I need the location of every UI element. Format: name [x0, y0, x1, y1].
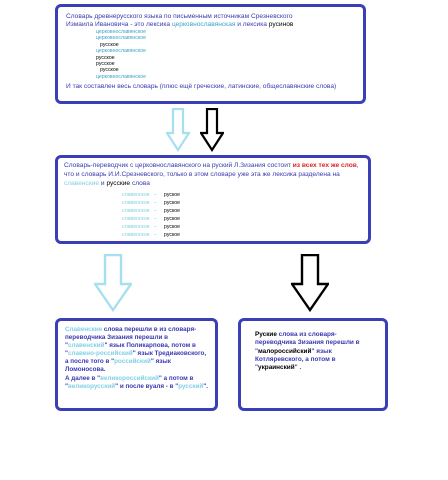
box4-s2: слова из словаря-переводчика Зизания перешли в ": [255, 331, 360, 355]
list-item: церковнославянское: [96, 73, 146, 80]
box4-ruskie: Руские: [255, 331, 277, 338]
box4-ukr: украинский: [258, 364, 295, 372]
box2-highlight: из всех тех же слов: [292, 162, 357, 169]
pair-rus: руское: [164, 216, 181, 223]
box3-s8: " и после вуаля - в ": [115, 382, 179, 390]
list-item: [122, 224, 362, 232]
box2-and: и: [99, 179, 107, 187]
pair-rus: руское: [164, 231, 181, 238]
list-item: церковнославянское: [96, 29, 146, 35]
box3-q1: ": [65, 342, 68, 350]
arrow-down-dark-icon: [291, 254, 329, 312]
box3-rus: русский: [178, 382, 204, 390]
arrow-down-light-icon: [94, 254, 132, 312]
box3-s4: " язык Тредиаковского, а после того в ": [65, 350, 207, 366]
box1-line2-a: Измаила Ивановича - это лексика: [66, 21, 172, 28]
box1-line2-c: и лексика: [235, 21, 269, 28]
box4-text: [255, 331, 371, 372]
pair-rus: руское: [164, 208, 181, 215]
pair-dash: –: [154, 200, 157, 207]
box1-bottom: И так составлен весь словарь (плюс ещё греческие, латинские, общеславянские слова): [66, 83, 337, 91]
arrow-down-dark-icon: [200, 108, 224, 152]
srezn-dictionary-box: [55, 4, 366, 104]
pair-rus: руское: [164, 224, 181, 231]
box1-word-list: [96, 29, 355, 80]
box1-line2-rus: русинов: [268, 21, 294, 28]
box3-slrus: славено-российский: [68, 350, 133, 358]
box3-slav: славенский: [68, 342, 105, 350]
box3-ros: российский: [114, 358, 151, 366]
pair-slav: славенское: [122, 192, 150, 199]
list-item: русское: [96, 61, 115, 68]
list-item: [122, 200, 362, 208]
box4-s4: " .: [294, 364, 302, 372]
box3-velrus: великорусский: [68, 382, 116, 390]
pair-dash: –: [154, 216, 157, 223]
pair-dash: –: [154, 224, 157, 231]
list-item: русское: [96, 54, 115, 61]
box2-rus: русские: [106, 179, 131, 187]
box2-text: [64, 162, 362, 188]
list-item: [122, 208, 362, 216]
box3-velros: великороссийский: [100, 374, 159, 382]
pair-slav: славенское: [122, 231, 150, 238]
list-item: русское: [100, 41, 119, 48]
slavonic-words-box: [55, 318, 218, 411]
list-item: русское: [100, 67, 119, 74]
box2-end: слова: [130, 179, 150, 187]
pair-rus: руское: [164, 200, 181, 207]
box2-p1: Словарь-переводчик с церковнославянского на руский Л.Зизания состоит: [64, 162, 293, 169]
list-item: [122, 192, 362, 200]
box3-s2: слова перешли в из словаря-переводчика Зизания перешли в: [65, 326, 197, 342]
zizaniy-dictionary-box: [55, 155, 371, 244]
list-item: церковнославянское: [96, 35, 146, 42]
box4-s3: " язык Котляревского, а потом в ": [255, 347, 336, 372]
russian-words-box: [238, 318, 388, 411]
box2-p2: , что и словарь И.И.Срезневского, только в этом словаре уже эта же лексика разделена на: [64, 162, 359, 178]
pair-dash: –: [154, 231, 157, 238]
box3-slavonic: Славенские: [65, 326, 103, 333]
pair-slav: славенское: [122, 200, 150, 207]
box4-malo: малороссийский: [258, 347, 312, 355]
box1-text: [66, 13, 355, 29]
list-item: церковнославянское: [96, 48, 146, 55]
box3-s5: " язык Ломоносова.: [65, 358, 171, 374]
box3-s6: А далее в ": [65, 374, 101, 382]
list-item: [122, 216, 362, 224]
box1-line2-csl: церковнославянская: [171, 21, 236, 28]
box3-s7: " а потом в ": [65, 374, 194, 390]
box2-pairs: [122, 192, 362, 239]
pair-slav: славенское: [122, 208, 150, 215]
box1-line1: Словарь древнерусского языка по письменным источникам Срезневского: [66, 13, 293, 20]
box3-s3: " язык Поликарпова, потом в ": [65, 342, 196, 358]
box3-text: [65, 326, 208, 391]
pair-slav: славенское: [122, 224, 150, 231]
pair-dash: –: [154, 192, 157, 199]
box2-slav: славенские: [64, 179, 100, 187]
pair-slav: славенское: [122, 216, 150, 223]
pair-rus: руское: [164, 192, 181, 199]
list-item: [122, 232, 362, 240]
pair-dash: –: [154, 208, 157, 215]
box3-s9: ".: [203, 382, 208, 390]
arrow-down-light-icon: [166, 108, 190, 152]
